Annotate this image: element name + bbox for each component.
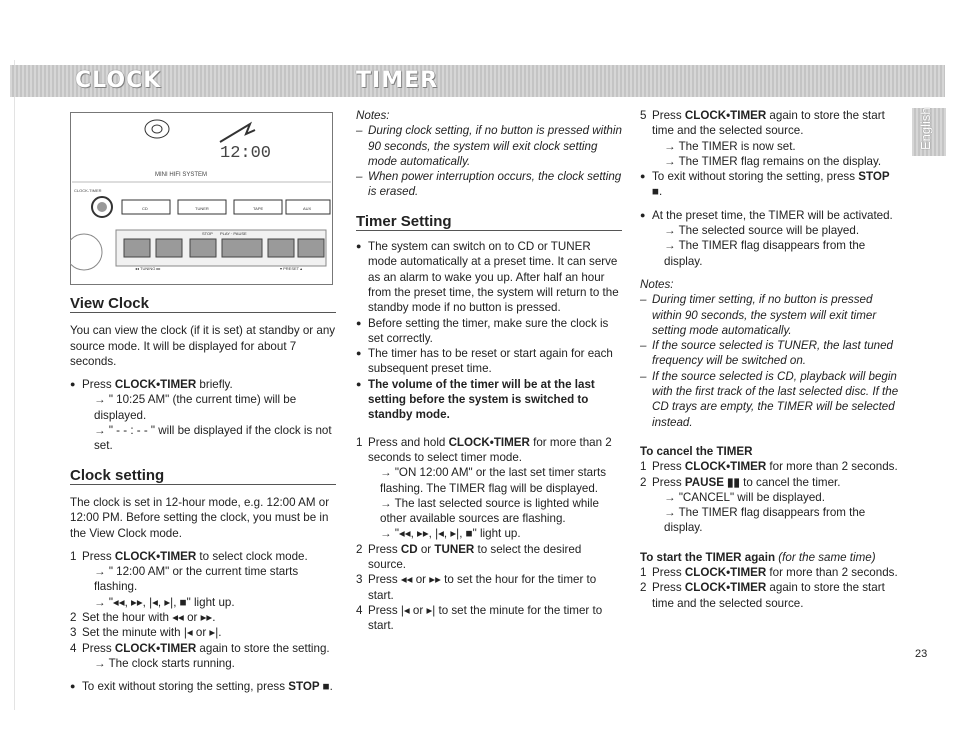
step-number: 3 bbox=[356, 573, 363, 587]
hifi-front-panel-figure bbox=[70, 112, 333, 285]
bullet-icon: ● bbox=[356, 317, 362, 328]
clock-timer-key: CLOCK•TIMER bbox=[684, 109, 767, 122]
clock-step-3 bbox=[70, 625, 336, 640]
clock-timer-knob-center bbox=[97, 202, 107, 212]
clock-timer-key: CLOCK•TIMER bbox=[448, 435, 530, 449]
text: Set the hour with ◂◂ or ▸▸. bbox=[82, 611, 216, 625]
timer-section-title: TIMER bbox=[356, 68, 439, 93]
preset-label: ▾ PRESET ▴ bbox=[280, 266, 303, 271]
left-column bbox=[70, 296, 336, 695]
bullet-icon: ● bbox=[356, 348, 362, 359]
tuning-label: ◂◂ TUNING ▸▸ bbox=[135, 266, 161, 271]
text: If the source selected is TUNER, the last tuned frequency will be switched on. bbox=[652, 339, 894, 368]
text: Press bbox=[652, 581, 685, 595]
play-pause-label: PLAY · PAUSE bbox=[220, 231, 247, 236]
view-clock-step bbox=[70, 377, 336, 392]
cancel-step-1 bbox=[640, 459, 902, 474]
step-number: 2 bbox=[70, 611, 77, 625]
timer-note-3: – If the source selected is CD, playback will begin with the first track of the last selected disc. If the CD trays are empty, the TIMER will be selected instead. bbox=[640, 369, 902, 430]
clock-timer-key: CLOCK•TIMER bbox=[684, 581, 767, 595]
text: or bbox=[417, 542, 435, 556]
mini-hifi-label: MINI HIFI SYSTEM bbox=[155, 172, 208, 178]
step-number: 2 bbox=[640, 581, 647, 595]
text: for more than 2 seconds. bbox=[766, 460, 898, 474]
step-number: 2 bbox=[356, 542, 363, 556]
stop-key: STOP ■ bbox=[652, 170, 890, 199]
clock-step-4 bbox=[70, 641, 336, 656]
step-number: 1 bbox=[640, 460, 647, 474]
text: (for the same time) bbox=[775, 550, 876, 564]
pause-key: PAUSE ▮▮ bbox=[684, 475, 740, 489]
text: The timer has to be reset or start again for each subsequent preset time. bbox=[368, 347, 613, 376]
timer-preset-result-2: → The TIMER flag disappears from the display. bbox=[664, 239, 866, 268]
start-step-2 bbox=[640, 580, 902, 611]
view-clock-result-2: → " - - : - - " will be displayed if the clock is not set. bbox=[94, 424, 332, 453]
clock-section-title: CLOCK bbox=[75, 68, 162, 93]
timer-note-2: – If the source selected is TUNER, the last tuned frequency will be switched on. bbox=[640, 338, 902, 369]
page-number: 23 bbox=[915, 648, 928, 660]
clock-note-1: – During clock setting, if no button is pressed within 90 seconds, the system will exit clock setting mode automatically. bbox=[356, 124, 622, 168]
timer-preset-note bbox=[640, 208, 902, 223]
text: Press bbox=[82, 641, 115, 655]
text: Before setting the timer, make sure the clock is set correctly. bbox=[368, 316, 609, 345]
text: Press bbox=[82, 378, 115, 392]
clock-step-1-result-1: → " 12:00 AM" or the current time starts flashing. bbox=[94, 565, 299, 594]
page-fold-line bbox=[14, 60, 15, 710]
clock-timer-key: CLOCK•TIMER bbox=[684, 566, 767, 580]
cancel-step-2 bbox=[640, 475, 902, 490]
timer-bullet-1 bbox=[356, 239, 622, 315]
text: Press bbox=[652, 460, 685, 474]
bullet-icon: ● bbox=[640, 171, 646, 182]
clock-setting-text: The clock is set in 12-hour mode, e.g. 12:00 AM or 12:00 PM. Before setting the clock, you must be in the View Clock mode. bbox=[70, 495, 330, 540]
timer-step-1 bbox=[356, 435, 622, 466]
display-digits: 12:00 bbox=[220, 144, 272, 163]
timer-step-1-result-3: → "◂◂, ▸▸, |◂, ▸|, ■" light up. bbox=[380, 527, 521, 541]
text: At the preset time, the TIMER will be activated. bbox=[652, 208, 893, 222]
text: The volume of the timer will be at the last setting before the system is switched to standby mode. bbox=[368, 377, 595, 422]
timer-bullet-2 bbox=[356, 316, 622, 347]
view-clock-result-1: → " 10:25 AM" (the current time) will be displayed. bbox=[94, 393, 297, 422]
text: to select the desired source. bbox=[368, 542, 582, 572]
text: to select clock mode. bbox=[196, 549, 308, 563]
bullet-icon: ● bbox=[70, 379, 76, 390]
clock-timer-label: CLOCK-TIMER bbox=[74, 188, 102, 193]
text: again to store the start time and the selected source. bbox=[652, 581, 885, 610]
clock-timer-key: CLOCK•TIMER bbox=[114, 549, 197, 563]
text: . bbox=[329, 680, 333, 694]
clock-exit-note bbox=[70, 679, 336, 694]
text: During clock setting, if no button is pressed within 90 seconds, the system will exit clock setting mode automatically. bbox=[368, 124, 622, 168]
bullet-icon: ● bbox=[640, 209, 646, 220]
text: Press bbox=[82, 549, 115, 563]
text: Set the minute with |◂ or ▸|. bbox=[82, 626, 222, 640]
text: Press ◂◂ or ▸▸ to set the hour for the timer to start. bbox=[368, 573, 597, 602]
step-number: 4 bbox=[356, 603, 363, 617]
clock-timer-key: CLOCK•TIMER bbox=[114, 378, 197, 392]
timer-preset-result-1: → The selected source will be played. bbox=[664, 224, 860, 238]
start-timer-heading bbox=[640, 550, 902, 565]
text: Press bbox=[652, 475, 685, 489]
tuner-button-label: TUNER bbox=[195, 206, 209, 211]
right-column bbox=[640, 108, 902, 611]
bullet-icon: ● bbox=[356, 241, 362, 252]
text: Press bbox=[652, 109, 685, 122]
step-number: 1 bbox=[356, 435, 363, 449]
clock-step-4-result: → The clock starts running. bbox=[94, 656, 235, 670]
text: The system can switch on to CD or TUNER mode automatically at a preset time. It can serve as an alarm to wake you up. After half an hour from the preset time, the system will return to the standby mode if no button is pressed. bbox=[368, 240, 619, 315]
timer-step-5-result-1: → The TIMER is now set. bbox=[664, 139, 796, 153]
timer-step-5-result-2: → The TIMER flag remains on the display. bbox=[664, 154, 882, 168]
text: To exit without storing the setting, press bbox=[652, 170, 859, 184]
clock-setting-heading: Clock setting bbox=[70, 468, 336, 485]
start-step-1 bbox=[640, 565, 902, 580]
step-number: 1 bbox=[640, 566, 647, 580]
text: To start the TIMER again bbox=[640, 550, 776, 564]
text: Press and hold bbox=[368, 435, 449, 449]
timer-note-1: – During timer setting, if no button is pressed within 90 seconds, the system will exit timer setting mode automatically. bbox=[640, 292, 902, 338]
text: Press bbox=[652, 566, 685, 580]
timer-step-1-result-1: → "ON 12:00 AM" or the last set timer starts flashing. The TIMER flag will be displayed. bbox=[380, 466, 607, 495]
timer-step-2 bbox=[356, 542, 622, 573]
text: for more than 2 seconds. bbox=[766, 566, 898, 580]
clock-note-2: – When power interruption occurs, the clock setting is erased. bbox=[356, 170, 622, 199]
stop-label: STOP bbox=[202, 231, 213, 236]
cd-key: CD bbox=[400, 542, 418, 556]
text: Press bbox=[368, 542, 401, 556]
timer-exit-note bbox=[640, 169, 902, 200]
timer-step-1-result-2: → The last selected source is lighted while other available sources are flashing. bbox=[380, 496, 599, 526]
cancel-step-2-result-2: → The TIMER flag disappears from the display. bbox=[664, 506, 866, 535]
notes-label: Notes: bbox=[640, 277, 674, 291]
text: Press |◂ or ▸| to set the minute for the timer to start. bbox=[368, 603, 603, 633]
bullet-icon: ● bbox=[356, 378, 362, 389]
tape-button-label: TAPE bbox=[253, 206, 264, 211]
tuner-key: TUNER bbox=[434, 542, 475, 556]
text: When power interruption occurs, the clock setting is erased. bbox=[368, 170, 622, 199]
clock-step-2 bbox=[70, 610, 336, 625]
step-number: 3 bbox=[70, 626, 77, 640]
view-clock-heading: View Clock bbox=[70, 296, 336, 313]
text: to cancel the timer. bbox=[739, 475, 841, 489]
timer-step-3 bbox=[356, 572, 622, 603]
clock-step-1 bbox=[70, 549, 336, 564]
step-number: 4 bbox=[70, 641, 77, 655]
text: During timer setting, if no button is pressed within 90 seconds, the system will exit timer setting mode automatically. bbox=[652, 293, 877, 337]
cancel-timer-heading: To cancel the TIMER bbox=[640, 444, 753, 458]
text: If the source selected is CD, playback will begin with the first track of the last selected disc. If the CD trays are empty, the TIMER will be selected instead. bbox=[652, 369, 899, 429]
timer-setting-heading: Timer Setting bbox=[356, 214, 622, 231]
cancel-step-2-result-1: → "CANCEL" will be displayed. bbox=[664, 490, 825, 504]
middle-column bbox=[356, 108, 622, 634]
text: again to store the setting. bbox=[196, 641, 330, 655]
aux-button-label: AUX bbox=[303, 206, 312, 211]
cd-button-label: CD bbox=[142, 206, 148, 211]
timer-step-5 bbox=[640, 108, 902, 139]
timer-step-4 bbox=[356, 603, 622, 634]
text: for more than 2 seconds to select timer mode. bbox=[368, 435, 612, 464]
text: briefly. bbox=[196, 378, 233, 392]
clock-step-1-result-2: → "◂◂, ▸▸, |◂, ▸|, ■" light up. bbox=[94, 595, 235, 609]
text: . bbox=[659, 185, 663, 199]
timer-bullet-3 bbox=[356, 346, 622, 377]
language-label: English bbox=[918, 107, 933, 150]
timer-bullet-4 bbox=[356, 377, 622, 423]
view-clock-text: You can view the clock (if it is set) at standby or any source mode. It will be displayed for about 7 seconds. bbox=[70, 324, 336, 368]
step-number: 5 bbox=[640, 109, 647, 122]
text: To exit without storing the setting, press bbox=[82, 680, 289, 694]
stop-key: STOP ■ bbox=[288, 680, 330, 694]
clock-timer-key: CLOCK•TIMER bbox=[684, 460, 767, 474]
notes-label: Notes: bbox=[356, 109, 390, 122]
text: again to store the start time and the selected source. bbox=[652, 109, 885, 138]
clock-timer-key: CLOCK•TIMER bbox=[114, 641, 197, 655]
step-number: 2 bbox=[640, 475, 647, 489]
bullet-icon: ● bbox=[70, 681, 76, 692]
language-tab bbox=[912, 108, 946, 156]
step-number: 1 bbox=[70, 549, 77, 563]
